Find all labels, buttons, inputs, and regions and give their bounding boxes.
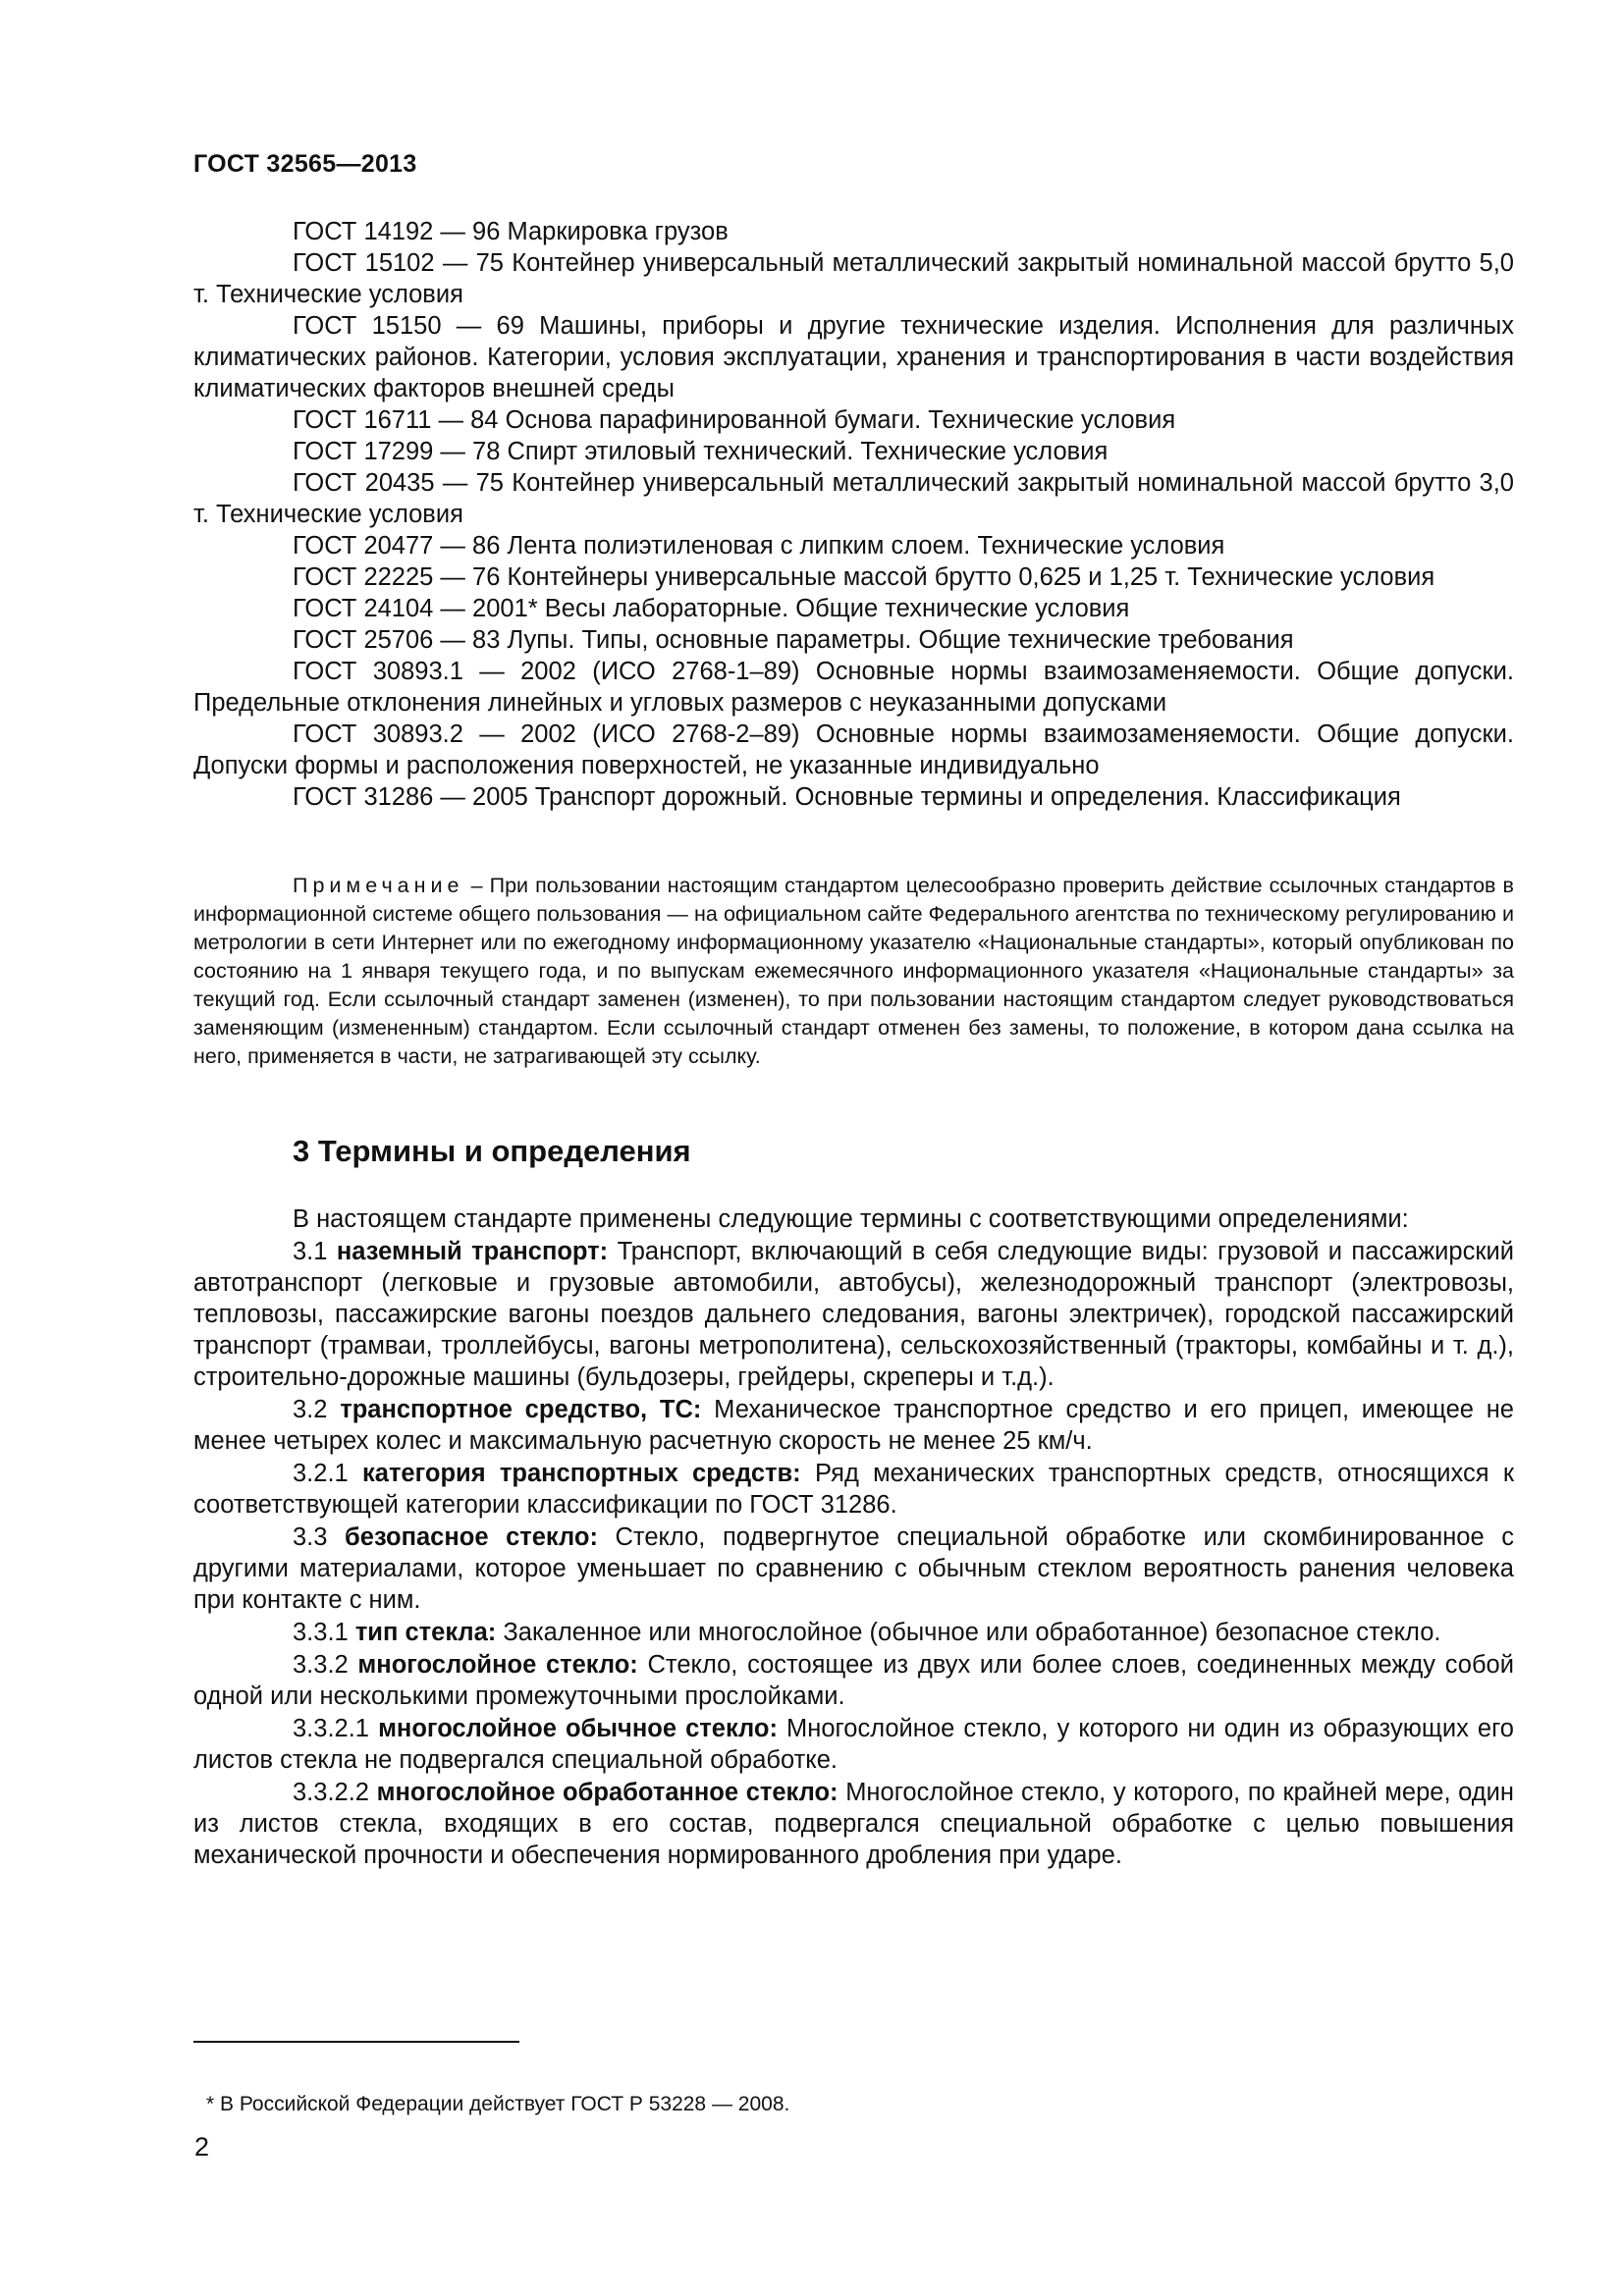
term-definition: Многослойное стекло, у которого ни один из образующих его листов стекла не подвергался специальной обработке. bbox=[193, 1715, 1514, 1774]
note-paragraph bbox=[193, 872, 1514, 1071]
term-name: многослойное обычное стекло: bbox=[378, 1715, 778, 1742]
term-number: 3.3.2.1 bbox=[293, 1715, 369, 1742]
document-header: ГОСТ 32565—2013 bbox=[193, 150, 417, 178]
reference-item: ГОСТ 16711 — 84 Основа парафинированной бумаги. Технические условия bbox=[293, 406, 1176, 434]
term-number: 3.3.2.2 bbox=[293, 1779, 369, 1806]
reference-item: ГОСТ 20435 — 75 Контейнер универсальный металлический закрытый номинальной массой брутто 3,0 т. Технические условия bbox=[193, 469, 1514, 528]
references-list bbox=[193, 216, 1514, 813]
note-text: – При пользовании настоящим стандартом целесообразно проверить действие ссылочных стандартов в информационной системе общего пользования — на официальном сайте Федерального агентства по техническому регулированию и метрологии в сети Интернет или по ежегодному информационному указателю «Национальные стандарты», который опубликован по состоянию на 1 января текущего года, и по выпускам ежемесячного информационного указателя «Национальные стандарты» за текущий год. Если ссылочный стандарт заменен (изменен), то при пользовании настоящим стандартом следует руководствоваться заменяющим (измененным) стандартом. Если ссылочный стандарт отменен без замены, то положение, в котором дана ссылка на него, применяется в части, не затрагивающей эту ссылку. bbox=[193, 874, 1514, 1068]
term-number: 3.3.1 bbox=[293, 1619, 349, 1646]
term-number: 3.3.2 bbox=[293, 1651, 349, 1679]
reference-item: ГОСТ 14192 — 96 Маркировка грузов bbox=[293, 218, 729, 245]
reference-item: ГОСТ 17299 — 78 Спирт этиловый технический. Технические условия bbox=[293, 438, 1109, 465]
term-item bbox=[193, 1617, 1514, 1648]
term-name: безопасное стекло: bbox=[345, 1523, 598, 1551]
term-item bbox=[193, 1522, 1514, 1616]
reference-item: ГОСТ 30893.2 — 2002 (ИСО 2768-2–89) Основные нормы взаимозаменяемости. Общие допуски. Допуски формы и расположения поверхностей, не указанные индивидуально bbox=[193, 721, 1514, 779]
term-definition: Закаленное или многослойное (обычное или обработанное) безопасное стекло. bbox=[503, 1619, 1441, 1646]
term-name: многослойное стекло: bbox=[357, 1651, 638, 1679]
term-number: 3.1 bbox=[293, 1238, 328, 1265]
term-item bbox=[193, 1777, 1514, 1871]
term-definition: Механическое транспортное средство и его прицеп, имеющее не менее четырех колес и максимальную расчетную скорость не менее 25 км/ч. bbox=[193, 1396, 1514, 1455]
term-item bbox=[193, 1713, 1514, 1776]
footnote: * В Российской Федерации действует ГОСТ Р 53228 — 2008. bbox=[206, 2093, 790, 2115]
term-definition: Стекло, состоящее из двух или более слоев, соединенных между собой одной или несколькими промежуточными прослойками. bbox=[193, 1651, 1514, 1710]
term-name: наземный транспорт: bbox=[336, 1238, 609, 1265]
reference-item: ГОСТ 15102 — 75 Контейнер универсальный металлический закрытый номинальной массой брутто 5,0 т. Технические условия bbox=[193, 249, 1514, 308]
section-title: 3 Термины и определения bbox=[293, 1134, 691, 1168]
term-item bbox=[193, 1458, 1514, 1521]
term-definition: Многослойное стекло, у которого, по крайней мере, один из листов стекла, входящих в его состав, подвергался специальной обработке с целью повышения механической прочности и обеспечения нормированного дробления при ударе. bbox=[193, 1779, 1514, 1869]
reference-item: ГОСТ 30893.1 — 2002 (ИСО 2768-1–89) Основные нормы взаимозаменяемости. Общие допуски. Предельные отклонения линейных и угловых размеров с неуказанными допусками bbox=[193, 658, 1514, 717]
term-number: 3.2.1 bbox=[293, 1460, 349, 1487]
reference-item: ГОСТ 24104 — 2001* Весы лабораторные. Общие технические условия bbox=[293, 595, 1130, 622]
terms-list bbox=[193, 1203, 1514, 1872]
reference-item: ГОСТ 20477 — 86 Лента полиэтиленовая с липким слоем. Технические условия bbox=[293, 532, 1225, 560]
reference-item: ГОСТ 25706 — 83 Лупы. Типы, основные параметры. Общие технические требования bbox=[293, 626, 1294, 654]
reference-item: ГОСТ 15150 — 69 Машины, приборы и другие технические изделия. Исполнения для различных климатических районов. Категории, условия эксплуатации, хранения и транспортирования в части воздействия климатических факторов внешней среды bbox=[193, 312, 1514, 402]
term-number: 3.2 bbox=[293, 1396, 328, 1423]
term-name: транспортное средство, ТС: bbox=[340, 1396, 702, 1423]
page-number: 2 bbox=[194, 2132, 210, 2162]
term-item bbox=[193, 1236, 1514, 1393]
term-number: 3.3 bbox=[293, 1523, 328, 1551]
term-name: тип стекла: bbox=[354, 1619, 497, 1646]
reference-item: ГОСТ 31286 — 2005 Транспорт дорожный. Основные термины и определения. Классификация bbox=[293, 783, 1401, 811]
term-name: многослойное обработанное стекло: bbox=[376, 1779, 839, 1806]
note-block bbox=[193, 872, 1514, 1071]
term-definition: Стекло, подвергнутое специальной обработке или скомбинированное с другими материалами, которое уменьшает по сравнению с обычным стеклом вероятность ранения человека при контакте с ним. bbox=[193, 1523, 1514, 1614]
term-definition: Транспорт, включающий в себя следующие виды: грузовой и пассажирский автотранспорт (легковые и грузовые автомобили, автобусы), железнодорожный транспорт (электровозы, тепловозы, пассажирские вагоны поездов дальнего следования, вагоны электричек), городской пассажирский транспорт (трамваи, троллейбусы, вагоны метрополитена), сельскохозяйственный (тракторы, комбайны и т. д.), строительно-дорожные машины (бульдозеры, грейдеры, скреперы и т.д.). bbox=[193, 1238, 1514, 1391]
term-definition: Ряд механических транспортных средств, относящихся к соответствующей категории классификации по ГОСТ 31286. bbox=[193, 1460, 1514, 1519]
term-item bbox=[193, 1649, 1514, 1712]
term-name: категория транспортных средств: bbox=[362, 1460, 801, 1487]
term-item bbox=[193, 1394, 1514, 1457]
reference-item: ГОСТ 22225 — 76 Контейнеры универсальные массой брутто 0,625 и 1,25 т. Технические условия bbox=[293, 563, 1435, 591]
section-intro: В настоящем стандарте применены следующие термины с соответствующими определениями: bbox=[293, 1205, 1409, 1233]
footnote-divider bbox=[193, 2041, 519, 2043]
note-label: Примечание bbox=[293, 874, 464, 897]
